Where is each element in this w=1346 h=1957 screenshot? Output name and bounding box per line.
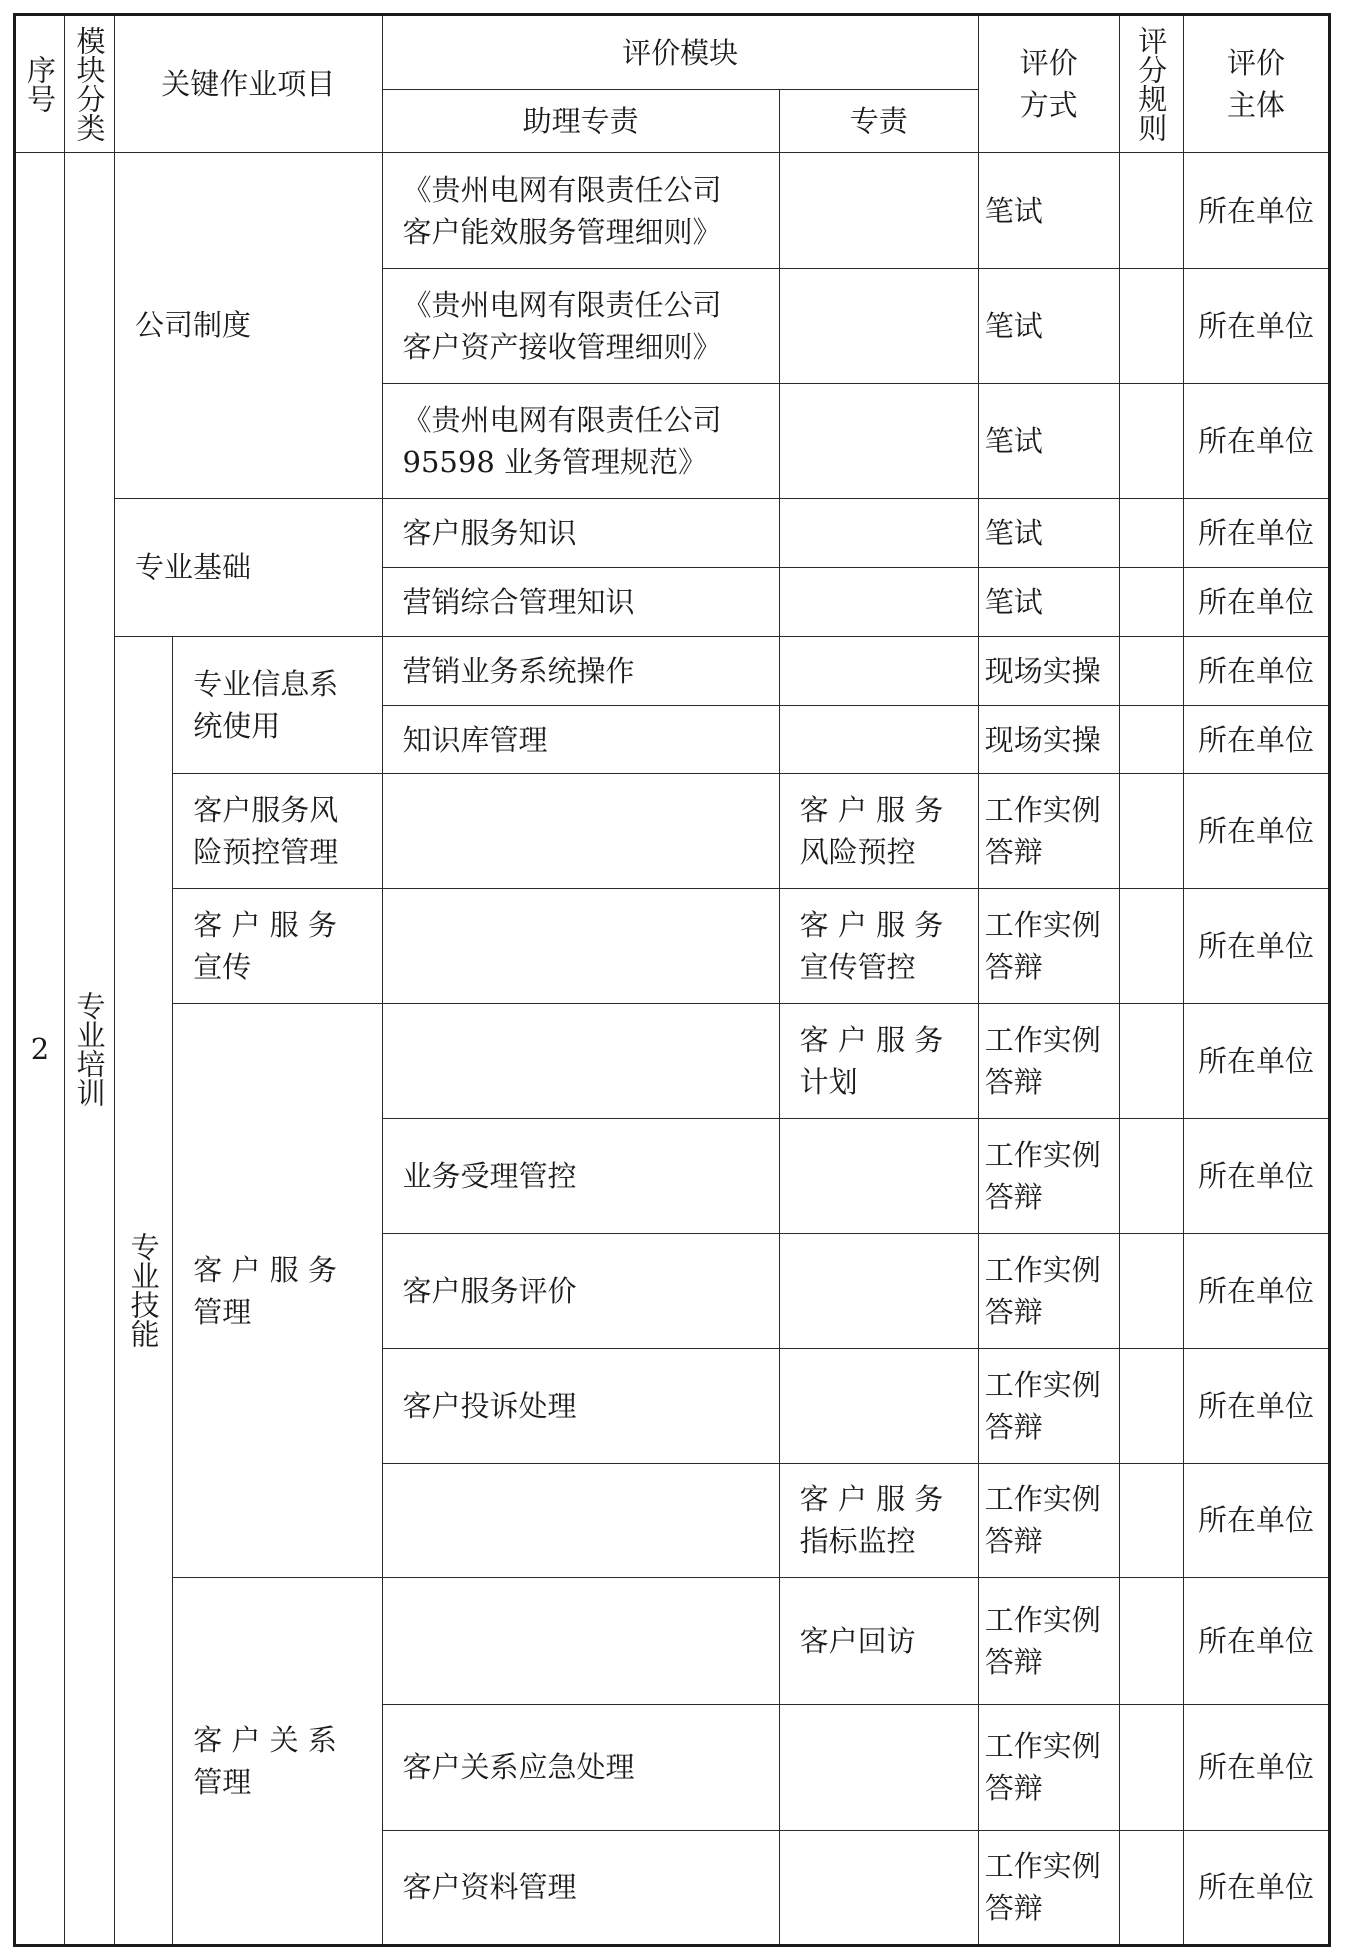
subject-cell: 所在单位 [1183, 889, 1329, 1004]
method-line: 答辩 [984, 1524, 1043, 1559]
group-line: 管理 [193, 1765, 252, 1800]
subject-cell: 所在单位 [1183, 774, 1329, 889]
rule-cell [1119, 1830, 1183, 1945]
specialist-line: 客 户 服 务 [799, 793, 944, 828]
specialist-cell [779, 1348, 978, 1463]
group-line: 管理 [193, 1294, 252, 1329]
group-line: 客户服务风 [193, 793, 339, 828]
table-row [15, 774, 1330, 889]
assistant-cell [382, 889, 779, 1004]
table-row [15, 498, 1330, 567]
module-class-cell: 专业培训 [65, 153, 115, 1946]
method-cell [978, 1704, 1119, 1830]
header-seq: 序号 [15, 15, 65, 153]
specialist-cell [779, 269, 978, 384]
rule-cell [1119, 1233, 1183, 1348]
method-line: 工作实例 [984, 793, 1101, 828]
specialist-cell [779, 889, 978, 1004]
subject-cell: 所在单位 [1183, 705, 1329, 773]
method-line: 工作实例 [984, 907, 1101, 942]
method-cell [978, 774, 1119, 889]
assistant-cell [382, 636, 779, 705]
header-eval-module: 评价模块 [382, 15, 978, 90]
method-line: 工作实例 [984, 1729, 1101, 1764]
method-cell [978, 1578, 1119, 1704]
specialist-line: 客 户 服 务 [799, 1022, 944, 1057]
method-cell [978, 269, 1119, 384]
specialist-line: 客 户 服 务 [799, 907, 944, 942]
method-line: 答辩 [984, 949, 1043, 984]
rule-cell [1119, 384, 1183, 499]
group-company-rules: 公司制度 [115, 153, 382, 499]
assistant-line: 《贵州电网有限责任公司 [402, 172, 722, 207]
specialist-cell [779, 1830, 978, 1945]
assistant-cell [382, 384, 779, 499]
method-line: 工作实例 [984, 1482, 1101, 1517]
group-line: 客 户 服 务 [193, 1252, 337, 1287]
specialist-cell [779, 153, 978, 269]
rule-cell [1119, 705, 1183, 773]
assistant-line: 知识库管理 [402, 722, 548, 757]
group-line: 险预控管理 [193, 835, 339, 870]
table-row [15, 636, 1330, 705]
group-line: 统使用 [193, 708, 281, 743]
method-line: 笔试 [984, 584, 1043, 619]
subject-cell: 所在单位 [1183, 1578, 1329, 1704]
method-line: 答辩 [984, 1064, 1043, 1099]
method-line: 笔试 [984, 423, 1043, 458]
method-line: 答辩 [984, 1645, 1043, 1680]
header-eval-method-text: 评价方式 [1019, 46, 1078, 122]
method-line: 现场实操 [984, 653, 1101, 688]
assistant-cell [382, 269, 779, 384]
subject-cell: 所在单位 [1183, 269, 1329, 384]
specialist-line: 风险预控 [799, 835, 916, 870]
method-line: 答辩 [984, 1409, 1043, 1444]
assistant-cell [382, 774, 779, 889]
specialist-cell [779, 568, 978, 636]
method-cell [978, 498, 1119, 567]
group-line: 专业信息系 [193, 666, 339, 701]
method-line: 答辩 [984, 1891, 1043, 1926]
specialist-line: 指标监控 [799, 1524, 916, 1559]
assistant-line: 客户资料管理 [402, 1870, 577, 1905]
specialist-cell [779, 1463, 978, 1578]
subject-cell: 所在单位 [1183, 1348, 1329, 1463]
specialist-line: 客户回访 [799, 1624, 916, 1659]
rule-cell [1119, 498, 1183, 567]
assistant-cell [382, 1578, 779, 1704]
method-line: 工作实例 [984, 1022, 1101, 1057]
rule-cell [1119, 1003, 1183, 1118]
rule-cell [1119, 1348, 1183, 1463]
method-cell [978, 705, 1119, 773]
method-line: 答辩 [984, 1294, 1043, 1329]
header-eval-method [978, 15, 1119, 153]
header-eval-subject-text: 评价主体 [1226, 46, 1285, 122]
assistant-line: 业务受理管控 [402, 1158, 577, 1193]
method-line: 现场实操 [984, 722, 1101, 757]
assistant-cell [382, 568, 779, 636]
method-line: 工作实例 [984, 1603, 1101, 1638]
header-assistant: 助理专责 [382, 90, 779, 153]
group-prof-basics: 专业基础 [115, 498, 382, 636]
subject-cell: 所在单位 [1183, 498, 1329, 567]
header-eval-subject [1183, 15, 1329, 153]
method-cell [978, 568, 1119, 636]
subject-cell: 所在单位 [1183, 1704, 1329, 1830]
method-cell [978, 1348, 1119, 1463]
group-service-mgmt [173, 1003, 382, 1577]
assistant-cell [382, 1830, 779, 1945]
header-key-items: 关键作业项目 [115, 15, 382, 153]
method-cell [978, 1003, 1119, 1118]
subject-cell: 所在单位 [1183, 636, 1329, 705]
subject-cell: 所在单位 [1183, 1463, 1329, 1578]
method-cell [978, 1118, 1119, 1233]
specialist-cell [779, 774, 978, 889]
method-line: 答辩 [984, 1179, 1043, 1214]
rule-cell [1119, 1463, 1183, 1578]
subject-cell: 所在单位 [1183, 153, 1329, 269]
specialist-cell [779, 1118, 978, 1233]
method-cell [978, 1830, 1119, 1945]
assistant-line: 客户资产接收管理细则》 [402, 330, 722, 365]
assistant-cell [382, 153, 779, 269]
group-relation-mgmt [173, 1578, 382, 1946]
specialist-cell [779, 636, 978, 705]
method-cell [978, 1233, 1119, 1348]
subject-cell: 所在单位 [1183, 384, 1329, 499]
assistant-cell [382, 1233, 779, 1348]
assistant-line: 《贵州电网有限责任公司 [402, 288, 722, 323]
assistant-line: 营销业务系统操作 [402, 653, 635, 688]
evaluation-table [13, 13, 1331, 1947]
group-info-system [173, 636, 382, 774]
assistant-cell [382, 705, 779, 773]
assistant-line: 客户服务知识 [402, 516, 577, 551]
assistant-line: 营销综合管理知识 [402, 584, 635, 619]
table-row [15, 889, 1330, 1004]
specialist-cell [779, 1578, 978, 1704]
assistant-cell [382, 1463, 779, 1578]
rule-cell [1119, 568, 1183, 636]
specialist-cell [779, 1704, 978, 1830]
method-cell [978, 636, 1119, 705]
assistant-line: 客户能效服务管理细则》 [402, 214, 722, 249]
header-score-rule: 评分规则 [1119, 15, 1183, 153]
rule-cell [1119, 636, 1183, 705]
subject-cell: 所在单位 [1183, 1233, 1329, 1348]
method-line: 笔试 [984, 309, 1043, 344]
group-line: 宣传 [193, 949, 252, 984]
assistant-cell [382, 1118, 779, 1233]
table-row [15, 1578, 1330, 1704]
subject-cell: 所在单位 [1183, 1003, 1329, 1118]
assistant-cell [382, 498, 779, 567]
assistant-line: 客户投诉处理 [402, 1388, 577, 1423]
method-line: 笔试 [984, 193, 1043, 228]
group-line: 客 户 关 系 [193, 1723, 337, 1758]
seq-cell: 2 [15, 153, 65, 1946]
assistant-cell [382, 1704, 779, 1830]
method-line: 答辩 [984, 1771, 1043, 1806]
assistant-cell [382, 1003, 779, 1118]
rule-cell [1119, 889, 1183, 1004]
specialist-cell [779, 1003, 978, 1118]
specialist-cell [779, 498, 978, 567]
method-line: 答辩 [984, 835, 1043, 870]
method-cell [978, 384, 1119, 499]
specialist-cell [779, 1233, 978, 1348]
header-module-class: 模块分类 [65, 15, 115, 153]
assistant-line: 《贵州电网有限责任公司 [402, 402, 722, 437]
method-line: 工作实例 [984, 1252, 1101, 1287]
table-row [15, 1003, 1330, 1118]
rule-cell [1119, 774, 1183, 889]
group-line: 客 户 服 务 [193, 907, 337, 942]
method-line: 笔试 [984, 516, 1043, 551]
skill-group-cell: 专业技能 [115, 636, 173, 1945]
rule-cell [1119, 269, 1183, 384]
specialist-line: 客 户 服 务 [799, 1482, 944, 1517]
method-cell [978, 889, 1119, 1004]
assistant-cell [382, 1348, 779, 1463]
subject-cell: 所在单位 [1183, 1830, 1329, 1945]
specialist-line: 计划 [799, 1064, 858, 1099]
group-publicity [173, 889, 382, 1004]
method-line: 工作实例 [984, 1367, 1101, 1402]
specialist-line: 宣传管控 [799, 949, 916, 984]
subject-cell: 所在单位 [1183, 568, 1329, 636]
rule-cell [1119, 1578, 1183, 1704]
method-line: 工作实例 [984, 1137, 1101, 1172]
method-line: 工作实例 [984, 1849, 1101, 1884]
header-specialist: 专责 [779, 90, 978, 153]
specialist-cell [779, 705, 978, 773]
assistant-line: 95598 业务管理规范》 [402, 444, 707, 479]
subject-cell: 所在单位 [1183, 1118, 1329, 1233]
assistant-line: 客户服务评价 [402, 1273, 577, 1308]
table-row [15, 153, 1330, 269]
rule-cell [1119, 1118, 1183, 1233]
method-cell [978, 1463, 1119, 1578]
group-risk [173, 774, 382, 889]
specialist-cell [779, 384, 978, 499]
assistant-line: 客户关系应急处理 [402, 1750, 635, 1785]
rule-cell [1119, 1704, 1183, 1830]
method-cell [978, 153, 1119, 269]
rule-cell [1119, 153, 1183, 269]
